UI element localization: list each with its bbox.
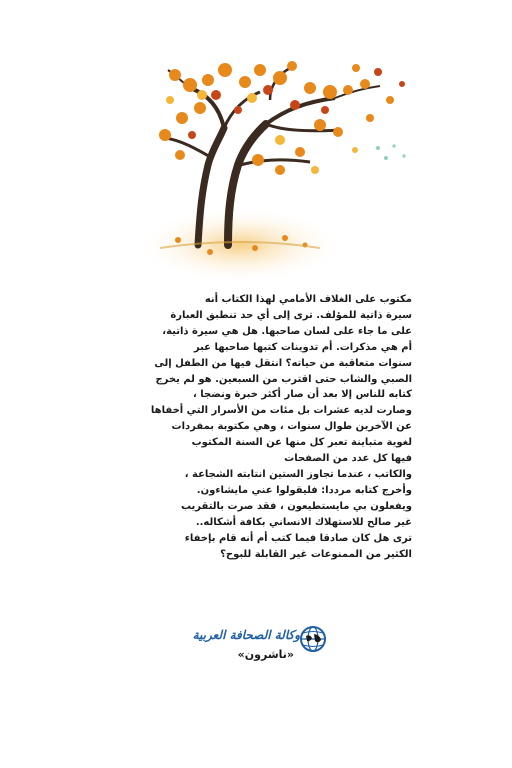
blurb-line: وصارت لديه عشرات بل مئات من الأسرار التي أخفاها [150, 405, 412, 417]
blurb-line: عن الآخرين طوال سنوات ، وهي مكتوبة بمفردات [171, 421, 412, 433]
globe-logo-icon [298, 624, 328, 654]
blurb-line: ويفعلون بي مايستطيعون ، فقد صرت بالتقريب [180, 500, 412, 512]
blurb-line: لغوية متباينة تعبر كل منها عن السنة المكتوب [191, 437, 412, 449]
blurb-line: سيرة ذاتية للمؤلف. ترى إلى أي حد تنطبق العبارة [170, 309, 412, 321]
back-cover-blurb [108, 292, 412, 562]
blurb-line: والكاتب ، عندما تجاوز الستين انتابته الشجاعة ، [184, 468, 412, 480]
blurb-line: على ما جاء على لسان صاحبها. هل هي سيرة ذاتية، [162, 325, 412, 337]
blurb-line: الكثير من الممنوعات غير القابلة للبوح؟ [220, 548, 412, 560]
blurb-line: فيها كل عدد من الصفحات [284, 453, 412, 465]
publisher-name: وكالة الصحافة العربية [192, 628, 300, 642]
blurb-line: الصبي والشاب حتى اقترب من السبعين. هو لم يخرج [155, 373, 412, 385]
publisher-subtitle: «ناشرون» [237, 648, 294, 661]
blurb-line: أم هي مذكرات. أم تدوينات كتبها صاحبها عبر [193, 341, 412, 353]
blurb-line: ترى هل كان صادقا فيما كتب أم أنه قام بإخفاء [184, 532, 412, 544]
blurb-line: سنوات متعاقبة من حياته؟ انتقل فيها من الطفل إلى [154, 357, 412, 369]
blurb-line: غير صالح للاستهلاك الانساني بكافة أشكاله.. [195, 516, 412, 528]
blurb-line: وأخرج كتابه مرددا: فليقولوا عني مايشاءون. [196, 484, 412, 496]
blurb-line: كتابه للناس إلا بعد أن صار أكثر خبرة ونضجا ، [192, 389, 412, 401]
autumn-tree-illustration [120, 40, 420, 290]
blurb-line: مكتوب على الغلاف الأمامي لهذا الكتاب أنه [204, 294, 412, 305]
publisher-logo [188, 624, 328, 682]
